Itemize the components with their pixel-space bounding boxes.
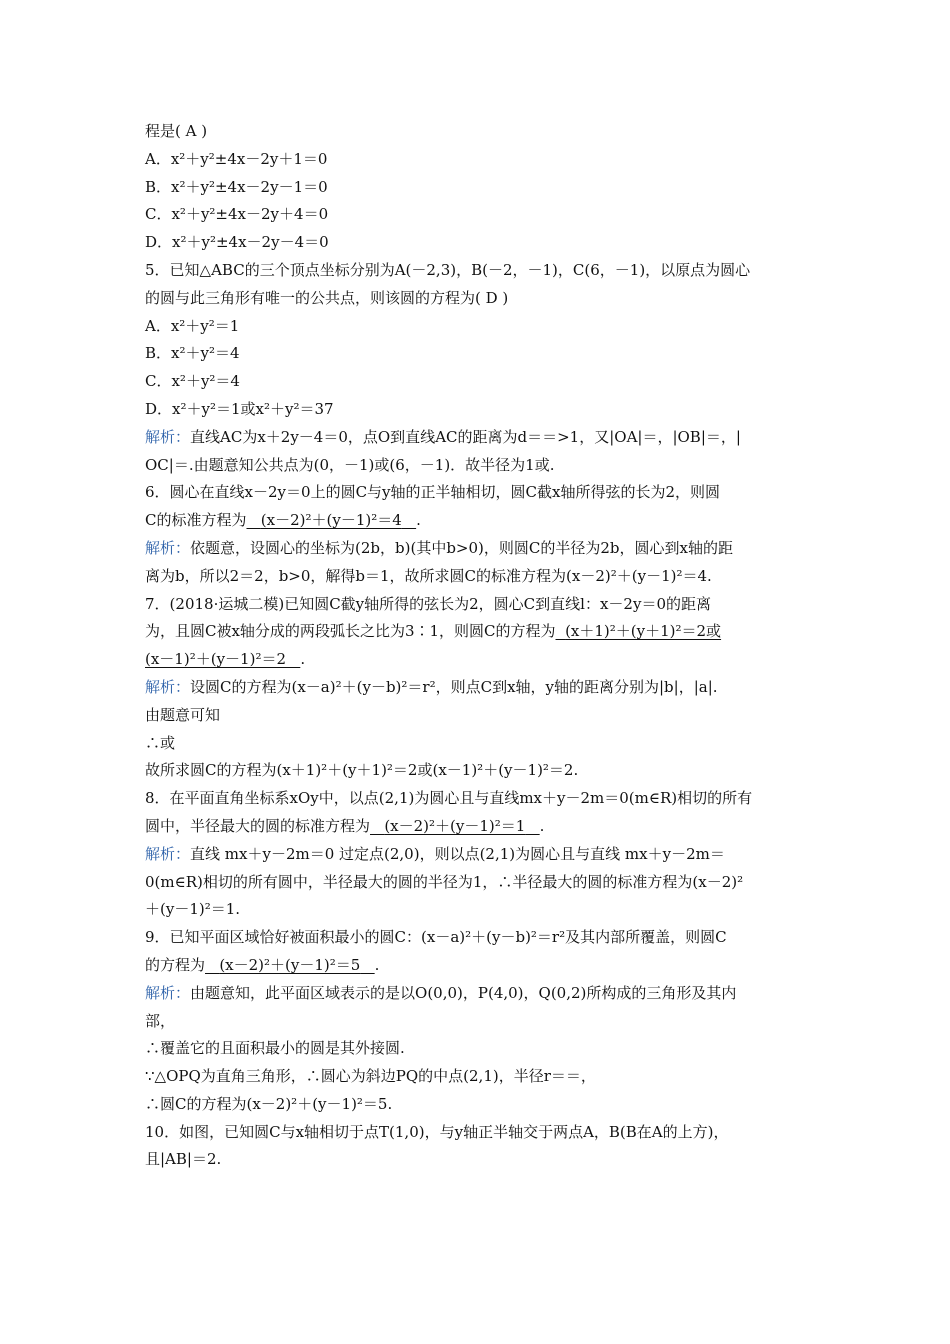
text-segment: C的标准方程为 <box>145 511 247 530</box>
text-line: ∴或 <box>145 733 176 752</box>
solution-line <box>145 535 825 563</box>
answer-text: (x＋1)²＋(y＋1)²＝2或 <box>565 622 722 641</box>
solution-text: 由题意知，此平面区域表示的是以O(0,0)，P(4,0)，Q(0,2)所构成的三角形及其内 <box>190 983 737 1002</box>
answer-text: (x－2)²＋(y－1)²＝4 <box>260 511 402 530</box>
text-line: 离为b，所以2＝2，b>0，解得b＝1，故所求圆C的标准方程为(x－2)²＋(y－1)²＝4. <box>145 566 712 585</box>
answer-text: (x－1)²＋(y－1)²＝2 <box>145 650 286 669</box>
text-segment: 的方程为 <box>145 955 206 974</box>
solution-text: 直线AC为x＋2y－4＝0，点O到直线AC的距离为d＝＝>1，又|OA|＝，|OB|＝，| <box>190 427 741 446</box>
text-line: OC|＝.由题意知公共点为(0，－1)或(6，－1)．故半径为1或. <box>145 455 555 474</box>
text-segment: . <box>539 816 545 835</box>
answer-text: (x－2)²＋(y－1)²＝5 <box>219 955 361 974</box>
text-line: ∴覆盖它的且面积最小的圆是其外接圆. <box>145 1039 405 1058</box>
text-line <box>145 646 825 674</box>
text-line: 且|AB|＝2. <box>145 1150 222 1169</box>
solution-text: 依题意，设圆心的坐标为(2b，b)(其中b>0)，则圆C的半径为2b，圆心到x轴的距 <box>190 538 733 557</box>
answer-blank <box>370 817 540 835</box>
text-line: 由题意可知 <box>145 705 221 724</box>
text-line <box>145 952 825 980</box>
text-line <box>145 507 825 535</box>
option-d: D．x²＋y²±4x－2y－4＝0 <box>145 233 329 252</box>
text-line: 0(m∈R)相切的所有圆中，半径最大的圆的半径为1，∴半径最大的圆的标准方程为(x－2)² <box>145 872 744 891</box>
text-line: ∵△OPQ为直角三角形，∴圆心为斜边PQ的中点(2,1)，半径r＝＝， <box>145 1067 596 1086</box>
question-9: 9．已知平面区域恰好被面积最小的圆C：(x－a)²＋(y－b)²＝r²及其内部所覆盖，则圆C <box>145 928 727 947</box>
answer-blank <box>145 650 300 668</box>
option-d: D．x²＋y²＝1或x²＋y²＝37 <box>145 399 334 418</box>
question-6: 6．圆心在直线x－2y＝0上的圆C与y轴的正半轴相切，圆C截x轴所得弦的长为2，则圆 <box>145 483 720 502</box>
text-segment: . <box>416 511 421 530</box>
option-a: A．x²＋y²±4x－2y＋1＝0 <box>145 149 328 168</box>
solution-text: 设圆C的方程为(x－a)²＋(y－b)²＝r²，则点C到x轴，y轴的距离分别为|b|，|a|. <box>190 677 718 696</box>
text-line: ＋(y－1)²＝1. <box>145 900 241 919</box>
text-segment: . <box>300 650 306 669</box>
text-line: 故所求圆C的方程为(x＋1)²＋(y＋1)²＝2或(x－1)²＋(y－1)²＝2. <box>145 761 579 780</box>
text-segment: 为，且圆C被x轴分成的两段弧长之比为3∶1，则圆C的方程为 <box>145 622 556 641</box>
text-segment: 圆中，半径最大的圆的标准方程为 <box>145 816 371 835</box>
solution-label: 解析： <box>145 538 191 557</box>
solution-label: 解析： <box>145 427 191 446</box>
question-5: 5．已知△ABC的三个顶点坐标分别为A(－2,3)，B(－2，－1)，C(6，－1)，以原点为圆心 <box>145 260 751 279</box>
text-line <box>145 618 825 646</box>
option-b: B．x²＋y²＝4 <box>145 344 240 363</box>
solution-label: 解析： <box>145 844 191 863</box>
text-line: 的圆与此三角形有唯一的公共点，则该圆的方程为( D ) <box>145 288 509 307</box>
text-line <box>145 813 825 841</box>
text-line: 部， <box>145 1011 176 1030</box>
text-line: 程是( A ) <box>145 122 208 140</box>
answer-blank <box>556 622 722 640</box>
text-line: ∴圆C的方程为(x－2)²＋(y－1)²＝5. <box>145 1094 393 1113</box>
solution-line <box>145 841 825 869</box>
solution-text: 直线 mx＋y－2m＝0 过定点(2,0)，则以点(2,1)为圆心且与直线 mx＋y－2m＝ <box>190 844 725 863</box>
answer-blank <box>205 956 375 974</box>
text-segment: . <box>374 955 380 974</box>
solution-label: 解析： <box>145 677 191 696</box>
answer-text: (x－2)²＋(y－1)²＝1 <box>384 816 526 835</box>
answer-blank <box>246 511 416 529</box>
question-7: 7．(2018·运城二模)已知圆C截y轴所得的弦长为2，圆心C到直线l：x－2y＝0的距离 <box>145 594 711 613</box>
option-c: C．x²＋y²±4x－2y＋4＝0 <box>145 205 329 224</box>
question-8: 8．在平面直角坐标系xOy中，以点(2,1)为圆心且与直线mx＋y－2m＝0(m∈R)相切的所有 <box>145 789 753 808</box>
solution-line <box>145 424 825 452</box>
option-c: C．x²＋y²＝4 <box>145 372 240 391</box>
option-a: A．x²＋y²＝1 <box>145 316 240 335</box>
solution-line <box>145 674 825 702</box>
document-page <box>145 118 825 1174</box>
solution-label: 解析： <box>145 983 191 1002</box>
option-b: B．x²＋y²±4x－2y－1＝0 <box>145 177 328 196</box>
question-10: 10．如图，已知圆C与x轴相切于点T(1,0)，与y轴正半轴交于两点A，B(B在A的上方)， <box>145 1122 729 1141</box>
solution-line <box>145 980 825 1008</box>
